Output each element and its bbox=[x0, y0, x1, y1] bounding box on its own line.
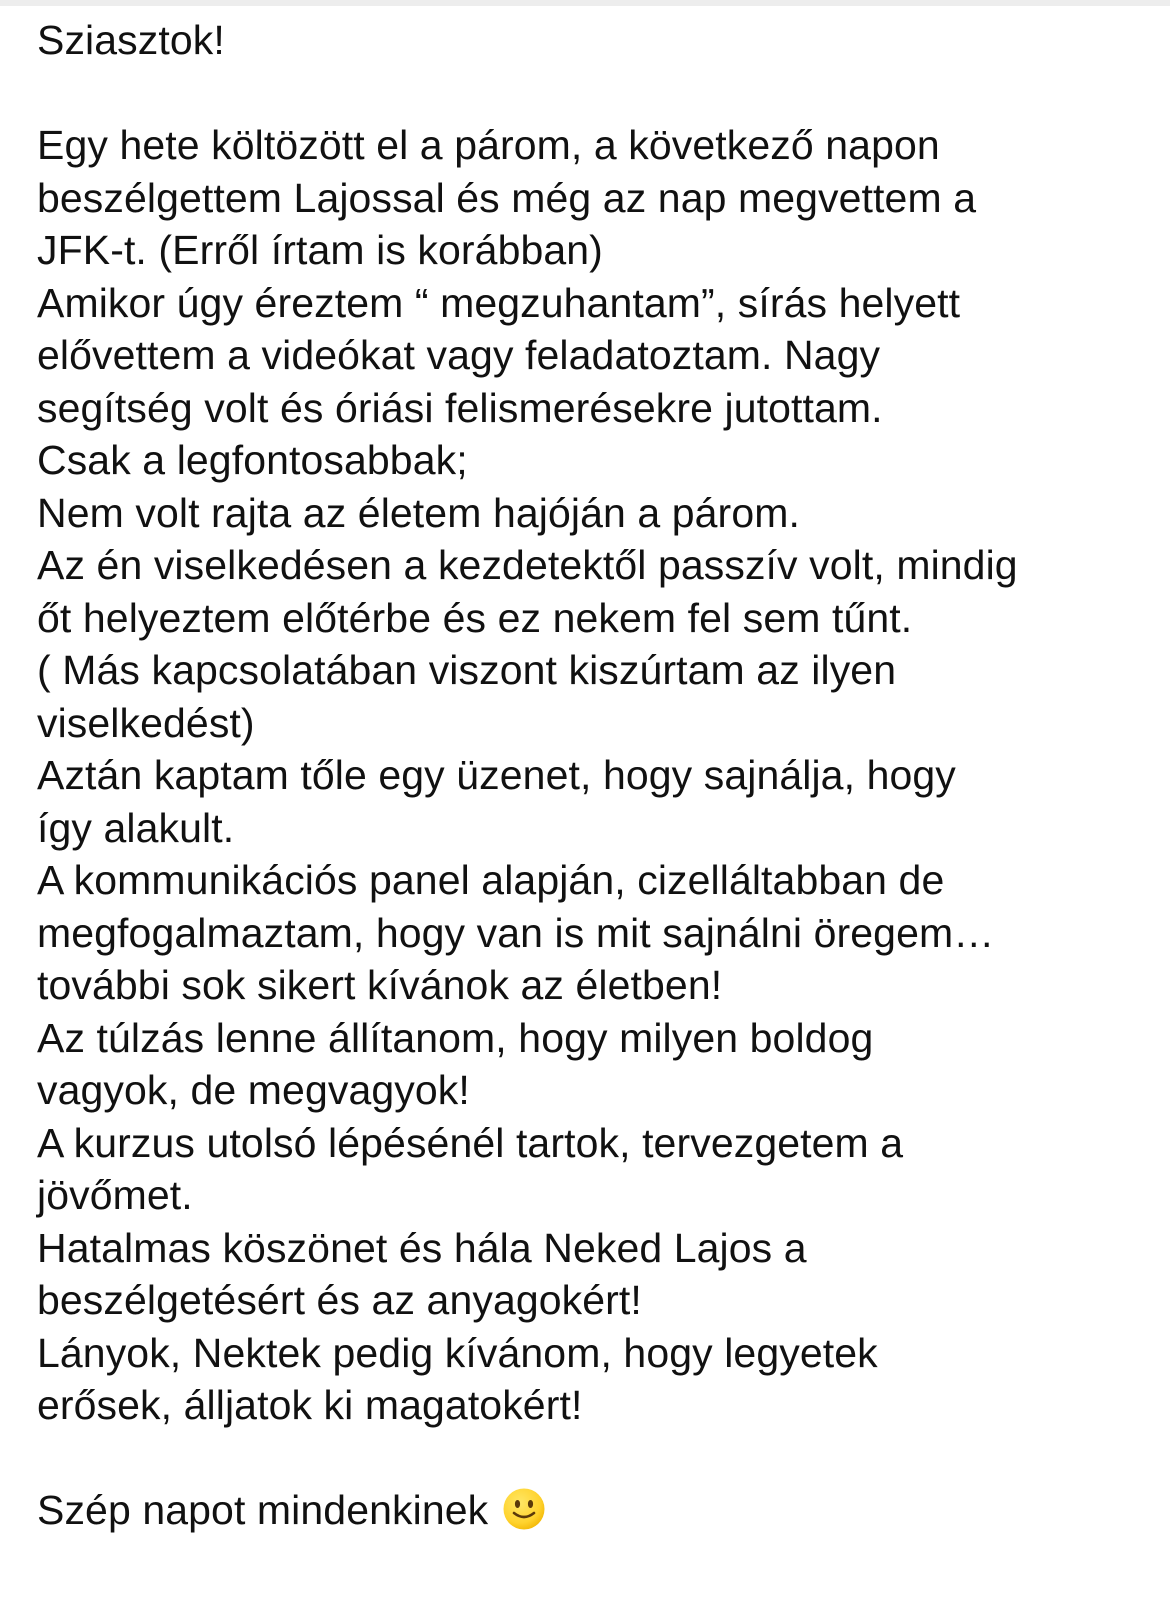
post-line: vagyok, de megvagyok! bbox=[37, 1067, 470, 1113]
post-line: Aztán kaptam tőle egy üzenet, hogy sajnálja, hogy bbox=[37, 752, 956, 798]
slightly-smiling-face-icon bbox=[502, 1487, 546, 1544]
top-divider bbox=[0, 0, 1170, 6]
post-line: elővettem a videókat vagy feladatoztam. Nagy bbox=[37, 332, 881, 378]
post-line: beszélgettem Lajossal és még az nap megvettem a bbox=[37, 174, 977, 221]
post-line: Hatalmas köszönet és hála Neked Lajos a bbox=[37, 1224, 807, 1271]
post-line: viselkedést) bbox=[37, 699, 255, 746]
post-line: Az én viselkedésen a kezdetektől passzív volt, mindig bbox=[37, 542, 1018, 588]
post-line: így alakult. bbox=[37, 804, 235, 851]
post-line: Az túlzás lenne állítanom, hogy milyen boldog bbox=[37, 1014, 874, 1061]
post-line: JFK-t. (Erről írtam is korábban) bbox=[37, 227, 603, 273]
paragraph-spacer bbox=[37, 1432, 1157, 1485]
post-line: ( Más kapcsolatában viszont kiszúrtam az ilyen bbox=[37, 647, 897, 693]
paragraph-spacer bbox=[37, 67, 1157, 120]
post-line: Amikor úgy éreztem “ megzuhantam”, sírás helyett bbox=[37, 279, 961, 326]
post-line: Lányok, Nektek pedig kívánom, hogy legyetek bbox=[37, 1329, 878, 1376]
post-line: jövőmet. bbox=[37, 1172, 193, 1218]
post-line: segítség volt és óriási felismerésekre jutottam. bbox=[37, 384, 883, 431]
post-line: A kurzus utolsó lépésénél tartok, tervezgetem a bbox=[37, 1119, 904, 1166]
post-line: megfogalmaztam, hogy van is mit sajnálni öregem… bbox=[37, 909, 995, 956]
post-body bbox=[37, 14, 1157, 1537]
post-line: további sok sikert kívánok az életben! bbox=[37, 962, 723, 1008]
closing-text: Szép napot mindenkinek bbox=[37, 1487, 489, 1533]
post-line: Egy hete költözött el a párom, a következő napon bbox=[37, 122, 940, 168]
post-line: erősek, álljatok ki magatokért! bbox=[37, 1382, 583, 1428]
closing-line bbox=[37, 1484, 1157, 1537]
post-line: A kommunikációs panel alapján, cizelláltabban de bbox=[37, 857, 945, 903]
post-line: őt helyeztem előtérbe és ez nekem fel sem tűnt. bbox=[37, 594, 913, 641]
greeting-line: Sziasztok! bbox=[37, 17, 225, 63]
post-line: Csak a legfontosabbak; bbox=[37, 437, 468, 483]
post-line: Nem volt rajta az életem hajóján a párom. bbox=[37, 489, 800, 536]
post-line: beszélgetésért és az anyagokért! bbox=[37, 1277, 642, 1323]
